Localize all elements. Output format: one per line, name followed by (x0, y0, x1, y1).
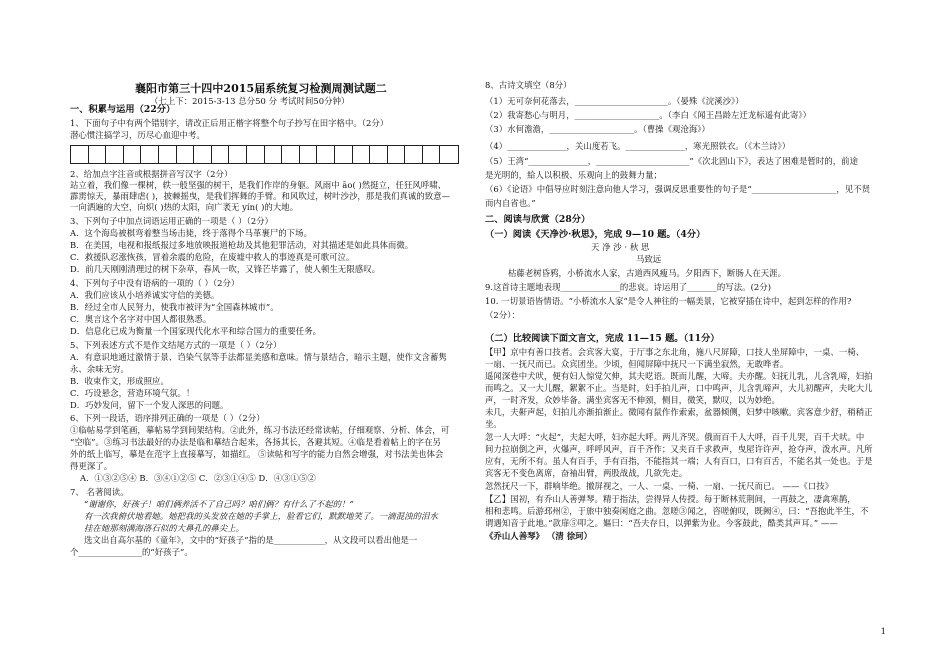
text-line-q6c: 外的纸上临写，摹是在范字上直接摹写，如描红。 ⑤读帖和写字的能力自然会增强，对书法美也体会 (70, 449, 444, 459)
text-line-q3: 3、下列句子中加点词语运用正确的一项是（ ）（2分） (70, 216, 274, 226)
text-line-p3: 枯藤老树昏鸦，小桥流水人家，古道西风瘦马。夕阳西下，断肠人在天涯。 (508, 268, 787, 278)
text-line-q7: 7、 名著阅读。 (70, 487, 129, 497)
text-line-q5: 5、下列表述方式不是作文结尾方式的一项是（ ）（2分） (70, 340, 282, 350)
grid-cell[interactable] (353, 146, 371, 163)
text-line-q6opts: A．①③②⑤④ B．③④①②⑤ C．②③①④⑤ D．④③①⑤② (80, 473, 316, 483)
text-line-q7b: 有一次我俯伏地看她。她把我的头发放在她的手掌上，脸看它们，默默地笑了。一滴混浊的泪水 (84, 511, 438, 521)
text-line-q9: 9.这首诗主题地表现______________的悲哀。诗运用了_______的写法。(2分) (485, 282, 772, 292)
text-line-q5a: A．有意识地通过激情于景、诌染气氛等手法都显美感和意味。情与景结合，暗示主题，使作文含蓄隽 (70, 352, 447, 362)
text-line-q2: 2、给加点字注音或根据拼音写汉字（2分） (70, 169, 233, 179)
text-line-a1: 【甲】京中有善口技者。会宾客大宴，于厅事之东北角，施八尺屏障，口技人坐屏障中，一桌、一椅、 (485, 347, 865, 357)
text-line-q6b: “空临”。③练习书法最好的办法是临和摹结合起来，各扬其长，各避其短。④临是看着帖上的字在另 (70, 437, 441, 447)
text-line-a6: 未几，夫鼾声起，妇拍儿亦渐拍渐止。微闻有鼠作作索索，盆器倾侧，妇梦中咳嗽。宾客意少舒，稍稍正 (485, 407, 873, 417)
text-line-q6a: ①临帖易学到笔画，摹帖易学到间架结构。②此外，练习书法还经常读帖，仔细观察、分析、体会，可 (70, 425, 450, 435)
page-subtitle: （七上下：2015-3-13 总分50 分 考试时间50分钟） (150, 96, 350, 106)
text-line-q4d: D．信息化已成为衡量一个国家现代化水平和综合国力的重要任务。 (70, 326, 322, 336)
text-line-q7c: 挂在她那刻满海洛石似的大鼻孔的鼻尖上。 (84, 523, 245, 533)
text-line-b2: 相和悲鸣。后游邳州②，于旅中独奏闲庭之曲。忽嗟③闻之，咨嗟俯叹，既阙④，曰：“吾抱此半生，不 (485, 506, 869, 516)
text-line-b4: 《乔山人善琴》 （清 徐珂） (485, 531, 593, 541)
grid-cell[interactable] (71, 146, 89, 163)
grid-cell[interactable] (300, 146, 318, 163)
text-line-a3: 遥闻深巷中犬吠，便有妇人惊觉欠伸，其夫呓语。既而儿醒，大啼。夫亦醒。妇抚儿乳，儿含乳啼，妇拍 (485, 371, 873, 381)
text-line-q8c: （3）水何澹澹，____________________。（曹操《观沧海》） (485, 124, 710, 134)
text-line-r1: （一）阅读《天净沙·秋思》，完成 9—10 题。（4分） (485, 229, 706, 240)
grid-cell[interactable] (317, 146, 335, 163)
text-line-a8: 忽一人大呼：“火起”，夫起大呼，妇亦起大呼。两儿齐哭。俄而百千人大呼，百千儿哭，百千犬吠。中 (485, 432, 865, 442)
text-line-q3a: A．这个海岛被棋弯着整当场击毙，终于落得个马革裹尸的下场。 (70, 228, 312, 238)
grid-cell[interactable] (212, 146, 230, 163)
grid-cell[interactable] (124, 146, 142, 163)
text-line-a12: 忽然抚尺一下，群响毕绝。撤屏视之，一人、一桌、一椅、一扇、一抚尺而已。 ——《口技》 (485, 481, 834, 491)
text-line-p1: 天 净 沙 · 秋 思 (591, 242, 650, 252)
text-line-q5a2: 永、余味无穷。 (70, 364, 129, 374)
grid-cell[interactable] (229, 146, 247, 163)
page-title: 襄阳市第三十四中2015届系统复习检测周测试题二 (135, 82, 387, 95)
text-line-q8e2: 是光明的，給人以积极、乐观向上的鼓舞力量； (485, 170, 662, 180)
text-line-s1: 一、积累与运用（22分） (70, 104, 176, 115)
text-line-q5c: C．巧设悬念，营造环境气氛。！ (70, 388, 195, 398)
text-line-b3: 谓遇知音于此地。”款扉⑤叩之。嫗曰：“吾夫存日，以弹紫为业。今客鼓此，酷类其声耳。” —— (485, 518, 838, 528)
text-line-q3c: C．救援队忍涨恢孩，冒着余震的危险，在废墟中救人的事迹真是可歌可泣。 (70, 252, 355, 262)
text-line-a7: 坐。 (485, 419, 502, 429)
text-line-a5: 声，一时齐发，众妙毕备。满坐宾客无不伸颈，侧目，微笑，默叹，以为妙绝。 (485, 395, 780, 405)
text-line-q5d: D．巧妙发问，留下一个发人深思的问题。 (70, 400, 229, 410)
text-line-q2b: 霹雳惊天，暴雨肆虐( )，披棘摇曳，是我们挥舞的手臂。和风吹过，树叶沙沙，那是我们真诚的致意— (70, 191, 451, 201)
grid-cell[interactable] (265, 146, 283, 163)
page-number: 1 (880, 626, 886, 636)
text-line-a11: 宾客无不变色离席，奋袖出臂，两股战战，几欲先走。 (485, 468, 688, 478)
text-line-q3d: D．前几天刚刚清理过的树下杂草，春风一吹，又锋芒毕露了，使人顿生无限感叹。 (70, 264, 381, 274)
text-line-q8e: （5）王湾“______________，______________________”《次北固山下》，表达了困难是暂时的，前途 (485, 156, 859, 166)
grid-cell[interactable] (106, 146, 124, 163)
text-line-q5b: B．收束作文，形成照应。 (70, 376, 169, 386)
text-line-a2: 一扇、一抚尺而已。众宾团坐。少顷，但闻屏障中抚尺一下满坐寂然，无敢哗者。 (485, 359, 789, 369)
text-line-a4: 而鸣之。又一大儿醒，絮絮不止。当是时，妇手拍儿声，口中鸣声，儿含乳啼声，大儿初醒声，夫叱大儿 (485, 383, 873, 393)
text-line-q8: 8、古诗文填空（8分） (485, 80, 572, 90)
text-line-q3b: B．在美国，电视和报纸报过多地放映报道枪劫及其他犯罪活动，对其描述是如此具体而微。 (70, 240, 414, 250)
text-line-q1s: 潜心惯注搞学习，历尽心血迎中考。 (70, 130, 205, 140)
text-line-q4a: A．我们应该从小培养诚实守信的美德。 (70, 290, 220, 300)
grid-cell[interactable] (282, 146, 300, 163)
text-line-q8a: （1）无可奈何花落去，______________________。（晏殊《浣溪沙》） (485, 96, 744, 106)
grid-cell[interactable] (335, 146, 353, 163)
writing-grid[interactable] (70, 145, 459, 164)
grid-cell[interactable] (423, 146, 441, 163)
text-line-r2: （二）比较阅读下面文言文，完成 11—15 题。（11分） (485, 333, 720, 344)
text-line-q2c: 一向洒遍的大空，向炽( )热的太阳，向广袤无 yín( )的大地。 (70, 202, 299, 212)
grid-cell[interactable] (194, 146, 212, 163)
text-line-q4: 4、下列句子中没有语病的一项的（ ）（2分） (70, 278, 240, 288)
grid-cell[interactable] (370, 146, 388, 163)
text-line-s2: 二、阅读与欣赏（28分） (485, 214, 591, 225)
grid-cell[interactable] (177, 146, 195, 163)
text-line-b1: 【乙】国初，有乔山人善弹琴。精于指法，尝得异人传授。每于断林荒荆间，一再鼓之，凄禽寒鹊， (485, 494, 856, 504)
text-line-q6d: 得更深了。 (70, 461, 113, 471)
text-line-a10: 应有，无所不有。虽人有百手，手有百指，不能指其一端；人有百口，口有百舌，不能名其一处也。于是 (485, 456, 873, 466)
text-line-q1: 1、下面句子中有两个错别字，请改正后用正楷字将整个句子抄写在田字格中。（2分） (70, 118, 389, 128)
text-line-q10b: （2分）： (485, 310, 520, 320)
grid-cell[interactable] (405, 146, 423, 163)
text-line-q7e: 个_______________的“好孩子”。 (70, 547, 193, 557)
text-line-q10: 10. 一切景语皆情语。“小桥流水人家”是令人神往的一幅美景，它被穿插在诗中，起到怎样的作用? (485, 296, 852, 306)
text-line-q7d: 选文出自高尔基的《童年》，文中的“好孩子”指的是____________，从文段可以看出他是一 (84, 535, 418, 545)
text-line-q8f2: 而内自省也。” (485, 198, 536, 208)
text-line-q2a: 站立着，我们像一棵树，轶一般坚强的树干，是我们作岸的身躯。风雨中 āo( )然挺立，任狂风呼啸、 (70, 180, 447, 190)
text-line-q4b: B．经过全市人民努力，使我市被评为“全国森林城市”。 (70, 302, 279, 312)
text-line-p2: 马致远 (636, 254, 662, 264)
grid-cell[interactable] (247, 146, 265, 163)
text-line-a9: 间力拉崩倒之声，火爆声，呼呼风声，百千齐作；又夹百千求救声，曳屋许许声，抢夺声，泼水声。凡所 (485, 444, 873, 454)
text-line-q7a: “谢谢你，好孩子！咱们俩养活不了自己吗？咱们俩？有什么了不起的！” (84, 499, 354, 509)
grid-cell[interactable] (388, 146, 406, 163)
grid-cell[interactable] (141, 146, 159, 163)
text-line-q6: 6、下列一段话，语序排列正确的一项是（ ）（2分） (70, 413, 265, 423)
text-line-q8b: （2）我寄愁心与明月，____________________。（李白《闻王昌龄左迁龙标遥有此寄》） (485, 110, 812, 120)
grid-cell[interactable] (159, 146, 177, 163)
text-line-q8f: （6）《论语》中倡导应时刻注意向他人学习，强调反思重要性的句子是“____________________，见不贤 (485, 184, 871, 194)
text-line-q8d: （4）______________，关山度若飞。______________，寒光照铁衣。（《木兰诗》） (485, 141, 791, 151)
text-line-q4c: C．奥言这个名字对中国人都很熟悉。 (70, 314, 212, 324)
grid-cell[interactable] (440, 146, 458, 163)
grid-cell[interactable] (89, 146, 107, 163)
